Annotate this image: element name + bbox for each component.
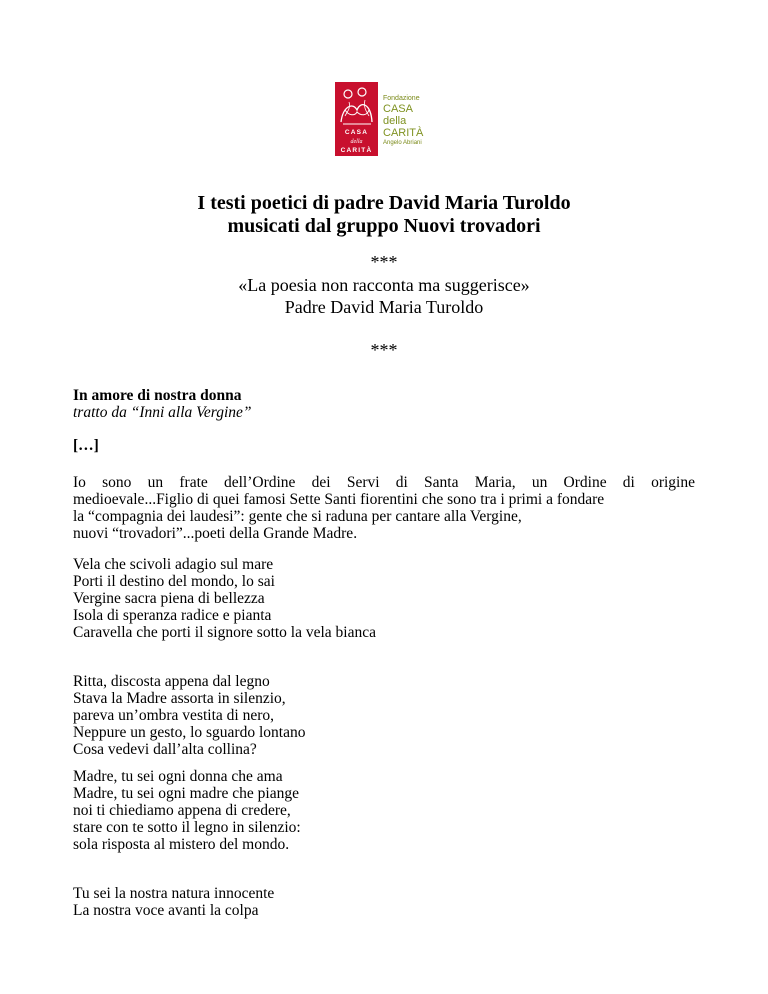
verse-line: Isola di speranza radice e pianta bbox=[73, 607, 272, 624]
section-ellipsis: […] bbox=[73, 437, 99, 454]
separator-stars-bottom: *** bbox=[370, 340, 398, 360]
verse-line: sola risposta al mistero del mondo. bbox=[73, 836, 290, 853]
title-line-1: I testi poetici di padre David Maria Turoldo bbox=[197, 192, 571, 214]
intro-line: medioevale...Figlio di quei famosi Sette Santi fiorentini che sono tra i primi a fondare bbox=[73, 491, 605, 508]
verse-line: Neppure un gesto, lo sguardo lontano bbox=[73, 724, 306, 741]
verse-line: Stava la Madre assorta in silenzio, bbox=[73, 690, 286, 707]
section-subheading: tratto da “Inni alla Vergine” bbox=[73, 404, 252, 421]
verse-line: Vela che scivoli adagio sul mare bbox=[73, 556, 274, 573]
title-line-2: musicati dal gruppo Nuovi trovadori bbox=[227, 215, 541, 237]
logo-name-line2: della bbox=[383, 115, 407, 127]
verse-line: Caravella che porti il signore sotto la vela bianca bbox=[73, 624, 376, 641]
stanza-3 bbox=[73, 768, 695, 853]
logo-mark-line2: della bbox=[350, 139, 363, 145]
stanza-2 bbox=[73, 673, 695, 758]
casa-della-carita-logo bbox=[335, 82, 455, 158]
verse-line: Madre, tu sei ogni donna che ama bbox=[73, 768, 283, 785]
logo-subtitle: Angelo Abriani bbox=[383, 140, 422, 146]
verse-line: Tu sei la nostra natura innocente bbox=[73, 885, 275, 902]
epigraph-author: Padre David Maria Turoldo bbox=[284, 297, 484, 317]
logo-mark-line1: CASA bbox=[344, 129, 369, 136]
verse-line: Vergine sacra piena di bellezza bbox=[73, 590, 265, 607]
logo-name-line3: CARITÀ bbox=[383, 127, 424, 139]
intro-line: nuovi “trovadori”...poeti della Grande Madre. bbox=[73, 525, 358, 542]
verse-line: Cosa vedevi dall’alta collina? bbox=[73, 741, 257, 758]
stanza-4 bbox=[73, 885, 695, 919]
logo-mark-line3: CARITÀ bbox=[340, 147, 373, 154]
verse-line: noi ti chiediamo appena di credere, bbox=[73, 802, 291, 819]
verse-line: La nostra voce avanti la colpa bbox=[73, 902, 259, 919]
stanza-1 bbox=[73, 556, 695, 641]
logo-mark-icon bbox=[335, 82, 378, 156]
verse-line: pareva un’ombra vestita di nero, bbox=[73, 707, 274, 724]
epigraph-quote: «La poesia non racconta ma suggerisce» bbox=[238, 275, 530, 295]
logo-name-line1: CASA bbox=[383, 103, 413, 115]
verse-line: stare con te sotto il legno in silenzio: bbox=[73, 819, 301, 836]
verse-line: Porti il destino del mondo, lo sai bbox=[73, 573, 275, 590]
logo-text bbox=[383, 94, 423, 147]
logo-foundation: Fondazione bbox=[383, 95, 420, 102]
intro-paragraph bbox=[73, 474, 695, 542]
verse-line: Madre, tu sei ogni madre che piange bbox=[73, 785, 299, 802]
section-heading: In amore di nostra donna bbox=[73, 387, 242, 404]
verse-line: Ritta, discosta appena dal legno bbox=[73, 673, 270, 690]
separator-stars-top: *** bbox=[370, 252, 398, 272]
intro-line: Io sono un frate dell’Ordine dei Servi di Santa Maria, un Ordine di origine bbox=[73, 474, 695, 491]
intro-line: la “compagnia dei laudesi”: gente che si raduna per cantare alla Vergine, bbox=[73, 508, 522, 525]
document-title bbox=[0, 192, 768, 238]
